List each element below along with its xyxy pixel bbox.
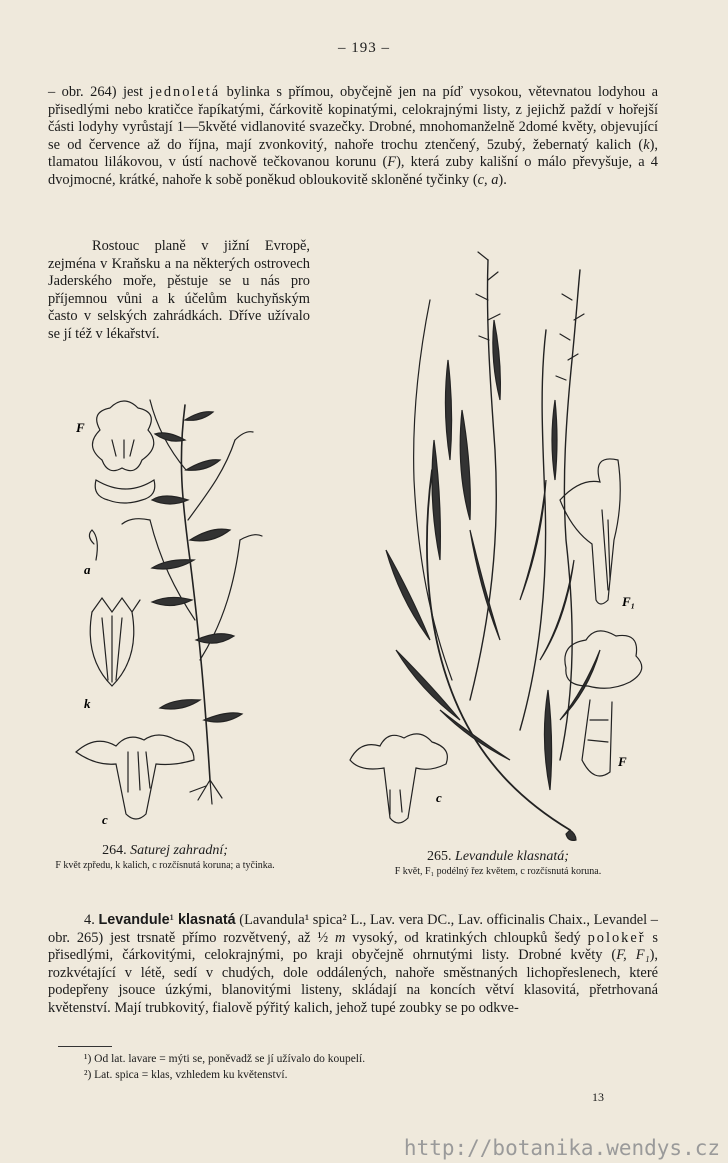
sheet-number: 13	[592, 1090, 604, 1104]
paragraph-levandule: 4. Levandule¹ klasnatá (Lavandula¹ spica² L., Lav. vera DC., Lav. officinalis Chaix., Levandel – obr. 265) jest trsnatě přímo rozvětvený, až ½ m vysoký, od kratinkých chloupků šedý polokeř s přisedlými, čárkovitými, celokrajnými, po kraji obyčejně ohrnutými listy. Drobné květy (F, F₁), rozkvétající v létě, sedí v chudých, dole oddálených, nahoře směstnaných lichopřeslenech, které podepřeny jsouce úzkými, blanovitými listeny, skládají na koncích větví klasovitá, přetrhovaná květenství. Mají trubkovitý, fialově pýřitý kalich, jehož tupé zoubky se po odkve-	[48, 912, 658, 1016]
footnote-2: ²) Lat. spica = klas, vzhledem ku květenství.	[84, 1069, 288, 1081]
lavender-flower	[565, 631, 642, 776]
lavender-flower-section	[560, 459, 620, 604]
lavender-plant-illustration	[386, 252, 600, 840]
saturej-flower-front	[92, 401, 154, 503]
footnote-rule	[58, 1046, 112, 1047]
watermark-url[interactable]: http://botanika.wendys.cz	[403, 1136, 720, 1160]
figure-264-caption: 264. Saturej zahradní; F květ zpředu, k kalich, c rozčísnutá koruna; a tyčinka.	[55, 843, 275, 871]
footnote-1: ¹) Od lat. lavare = mýti se, poněvadž se jí užívalo do koupelí.	[84, 1053, 366, 1065]
label-a: a	[84, 562, 91, 577]
figure-265-caption: 265. Levandule klasnatá; F květ, F₁ podélný řez květem, c rozčísnutá koruna.	[394, 849, 602, 877]
page-number: – 193 –	[338, 40, 390, 56]
lavender-split-corolla	[350, 734, 447, 823]
label-k: k	[84, 696, 91, 711]
saturej-calyx	[90, 598, 140, 686]
label-F-264: F	[76, 420, 85, 435]
paragraph-saturej-description: – obr. 264) jest jednoletá bylinka s přímou, obyčejně jen na píď vysokou, větevnatou lodyhou a přisedlými nebo kratičce řapíkatými, čárkovitě kopinatými, celokrajnými listy, z jejichž paždí v hořejší části lodyhy vyrůstají 1—5květé vidlanovité svazečky. Drobné, mnohomanželně 2domé květy, objevující se od července až do října, mají zvonkovitý, nahoře trochu ztenčený, 5zubý, žebernatý kalich (k), tlamatou lilákovou, v ústí nachově tečkovanou korunu (F), která zuby kališní o málo převyšuje, a 4 dvojmocné, krátké, nahoře k sobě poněkud obloukovitě skloněné tyčinky (c, a).	[48, 84, 659, 188]
label-c-265: c	[436, 790, 442, 805]
saturej-split-corolla	[76, 735, 194, 819]
paragraph-saturej-habitat: Rostouc planě v jižní Evropě, zejména v Kraňsku a na některých ostrovech Jaderského moře, pěstuje se u nás pro příjemnou vůni a k účelům kuchyňským často v selských zahrádkách. Dříve užívalo se jí též v lékařství.	[48, 238, 310, 342]
label-c-264: c	[102, 812, 108, 827]
label-F-265: F	[618, 754, 627, 769]
label-F1: F₁	[622, 594, 636, 609]
saturej-stamen	[89, 530, 97, 560]
saturej-plant-illustration	[122, 400, 262, 804]
